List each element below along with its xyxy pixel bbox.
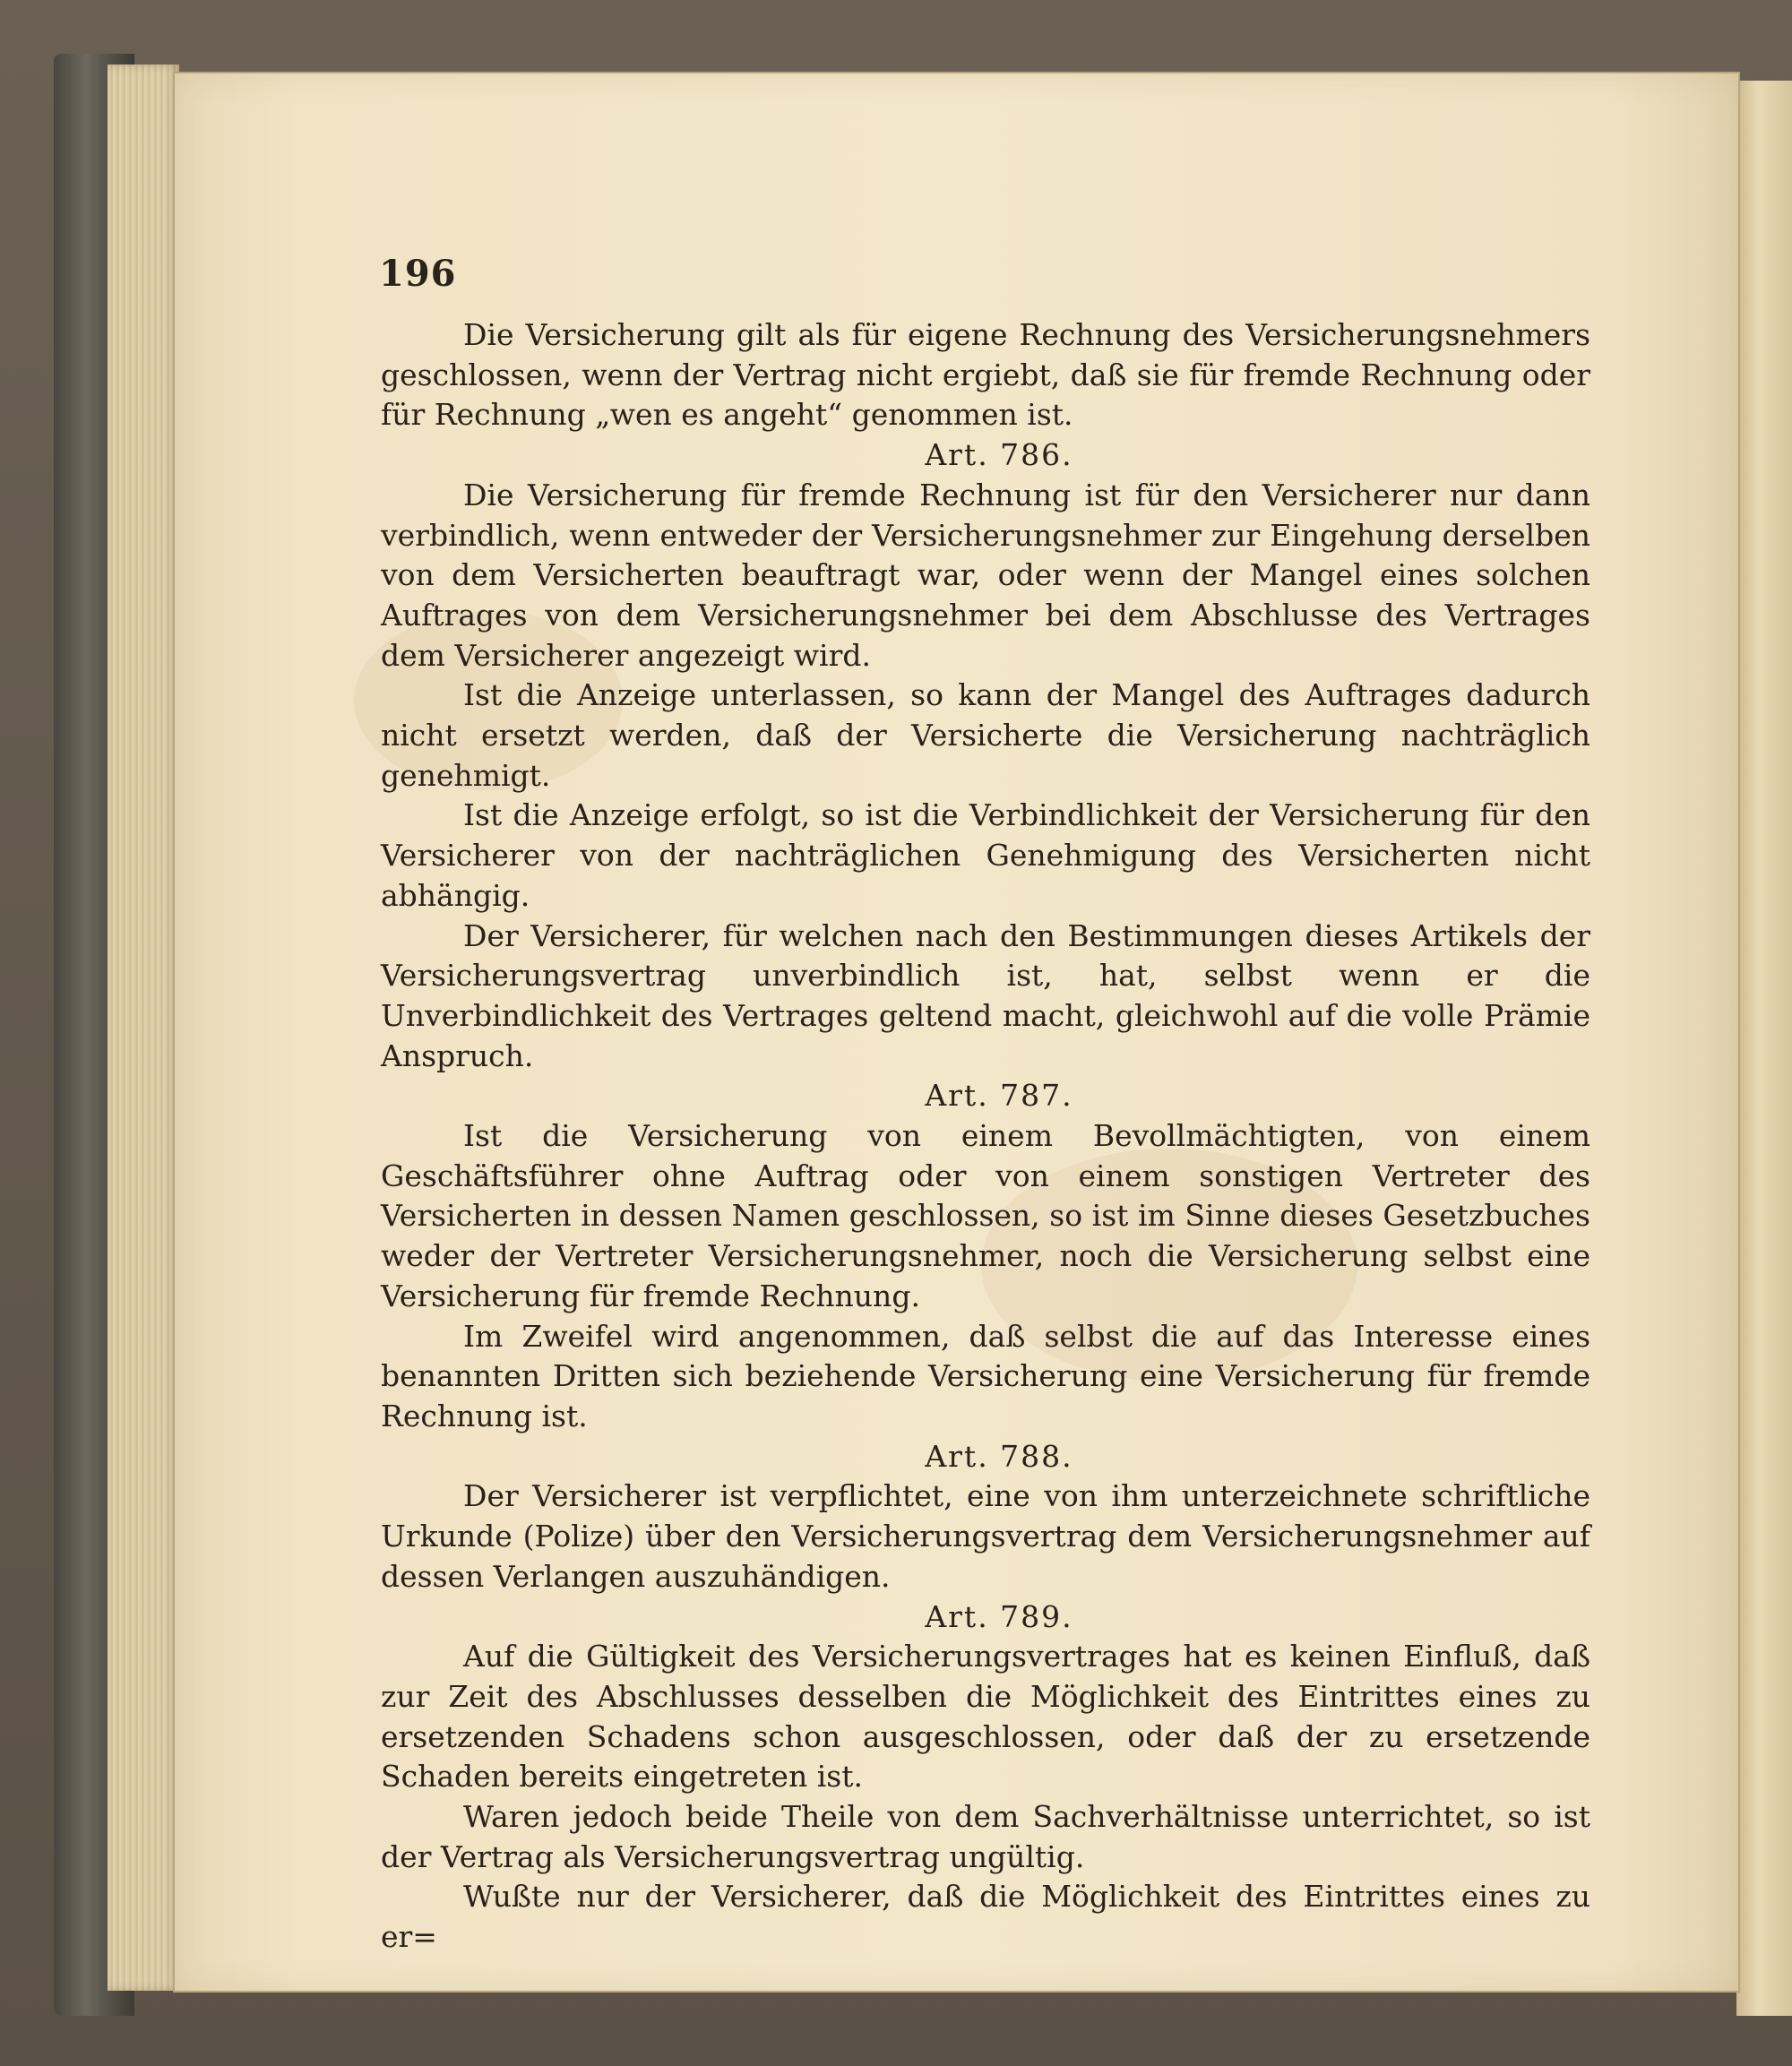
paragraph: Die Versicherung gilt als für eigene Rechnung des Versicherungsnehmers geschlossen, wenn der Vertrag nicht ergiebt, daß sie für fremde Rechnung oder für Rechnung „wen es angeht“ genommen ist. [381,317,1590,433]
article-heading: Art. 789. [925,1598,1073,1634]
paragraph: Der Versicherer ist verpflichtet, eine von ihm unterzeichnete schriftliche Urkunde (Polize) über den Versicherungsvertrag dem Versicherungsnehmer auf dessen Verlangen auszuhändigen. [381,1478,1590,1594]
paragraph: Ist die Anzeige erfolgt, so ist die Verbindlichkeit der Versicherung für den Versicherer von der nachträglichen Genehmigung des Versicherten nicht abhängig. [381,797,1590,913]
paragraph: Die Versicherung für fremde Rechnung ist für den Versicherer nur dann verbindlich, wenn entweder der Versicherungsnehmer zur Eingehung derselben von dem Versicherten beauftragt war, oder wenn der Mangel eines solchen Auftrages von dem Versicherungsnehmer bei dem Abschlusse des Vertrages dem Versicherer angezeigt wird. [381,477,1590,673]
page-edges [108,65,179,1991]
paragraph: Der Versicherer, für welchen nach den Bestimmungen dieses Artikels der Versicherungsvertrag unverbindlich ist, hat, selbst wenn er die Unverbindlichkeit des Vertrages geltend macht, gleichwohl auf die volle Prämie Anspruch. [381,917,1590,1073]
paragraph: Ist die Anzeige unterlassen, so kann der Mangel des Auftrages dadurch nicht ersetzt werden, daß der Versicherte die Versicherung nachträglich genehmigt. [381,677,1590,793]
paragraph: Waren jedoch beide Theile von dem Sachverhältnisse unterrichtet, so ist der Vertrag als Versicherungsvertrag ungültig. [381,1799,1590,1874]
article-heading: Art. 788. [925,1438,1073,1474]
paragraph: Wußte nur der Versicherer, daß die Möglichkeit des Eintrittes eines zu er= [381,1879,1590,1955]
page-text [381,315,1590,1958]
article-heading: Art. 787. [925,1078,1073,1114]
article-heading: Art. 786. [925,437,1073,473]
paragraph: Im Zweifel wird angenommen, daß selbst die auf das Interesse eines benannten Dritten sich beziehende Versicherung eine Versicherung für fremde Rechnung ist. [381,1318,1590,1433]
paragraph: Ist die Versicherung von einem Bevollmächtigten, von einem Geschäftsführer ohne Auftrag oder von einem sonstigen Vertreter des Versicherten in dessen Namen geschlossen, so ist im Sinne dieses Gesetzbuches weder der Vertreter Versicherungsnehmer, noch die Versicherung selbst eine Versicherung für fremde Rechnung. [381,1118,1590,1313]
page-number: 196 [379,253,457,295]
facing-page-edge [1736,81,1792,2016]
paragraph: Auf die Gültigkeit des Versicherungsvertrages hat es keinen Einfluß, daß zur Zeit des Abschlusses desselben die Möglichkeit des Eintrittes eines zu ersetzenden Schadens schon ausgeschlossen, oder daß der zu ersetzende Schaden bereits eingetreten ist. [381,1639,1590,1795]
